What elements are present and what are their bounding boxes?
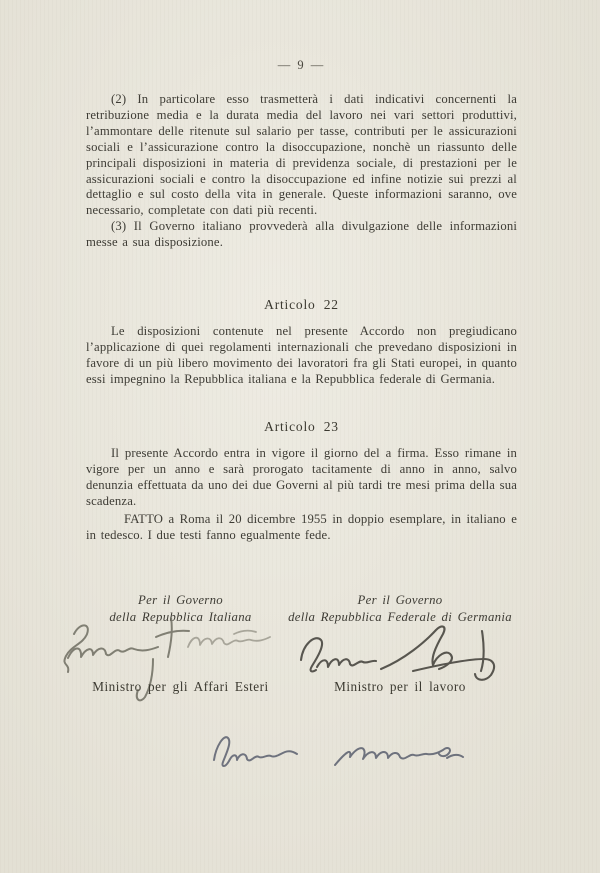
minister-title-left: Ministro per gli Affari Esteri [92,679,269,694]
article-22-heading: Articolo 22 [264,297,339,312]
article-22-body-block [86,324,517,388]
page-number: — 9 — [277,58,326,72]
signature-caption-right-line2: della Repubblica Federale di Germania [288,610,512,624]
article-23-heading: Articolo 23 [264,419,339,434]
signature-caption-left-line2: della Repubblica Italiana [109,610,252,624]
handwritten-signature-left [40,610,280,715]
intro-paragraphs [86,92,517,251]
signature-caption-right-line1: Per il Governo [357,593,443,607]
handwritten-signature-right [285,618,510,688]
article-23-body: Il presente Accordo entra in vigore il giorno del a firma. Esso rimane in vigore per un anno e sarà prorogato tacitamente di anno in anno, salvo denunzia effettuata da uno dei due Governi al più tardi tre mesi prima della sua scadenza. [86,446,517,508]
minister-title-right: Ministro per il lavoro [334,679,466,694]
paragraph-3: (3) Il Governo italiano provvederà alla divulgazione delle informazioni messe a sua disposizione. [86,219,517,250]
handwritten-signature-bottom [200,722,490,784]
article-23-body-block [86,446,517,510]
article-22-body: Le disposizioni contenute nel presente Accordo non pregiudicano l’applicazione di quei regolamenti internazionali che prevedano disposizioni in favore di un più libero movimento dei lavoratori fra gli Stati europei, in quanto essi impegnino la Repubblica italiana e la Repubblica federale di Germania. [86,324,517,386]
paragraph-2: (2) In particolare esso trasmetterà i dati indicativi concernenti la retribuzione media e la durata media del lavoro nei vari settori produttivi, l’ammontare delle ritenute sul salario per tasse, contributi per le assicurazioni sociali e l’assicurazione contro la disoccupazione, nonchè un riassunto delle principali disposizioni in materia di previdenza sociale, di prestazioni per le assicurazioni sociali e contro la disoccupazione ed infine notizie sui prezzi al dettaglio e sul costo della vita in generale. Queste informazioni saranno, ove necessario, completate con dati più recenti. [86,92,517,218]
closing-paragraph: FATTO a Roma il 20 dicembre 1955 in doppio esemplare, in italiano e in tedesco. I due testi fanno egualmente fede. [86,512,517,542]
signature-caption-left-line1: Per il Governo [138,593,223,607]
closing-paragraph-block [86,512,517,544]
